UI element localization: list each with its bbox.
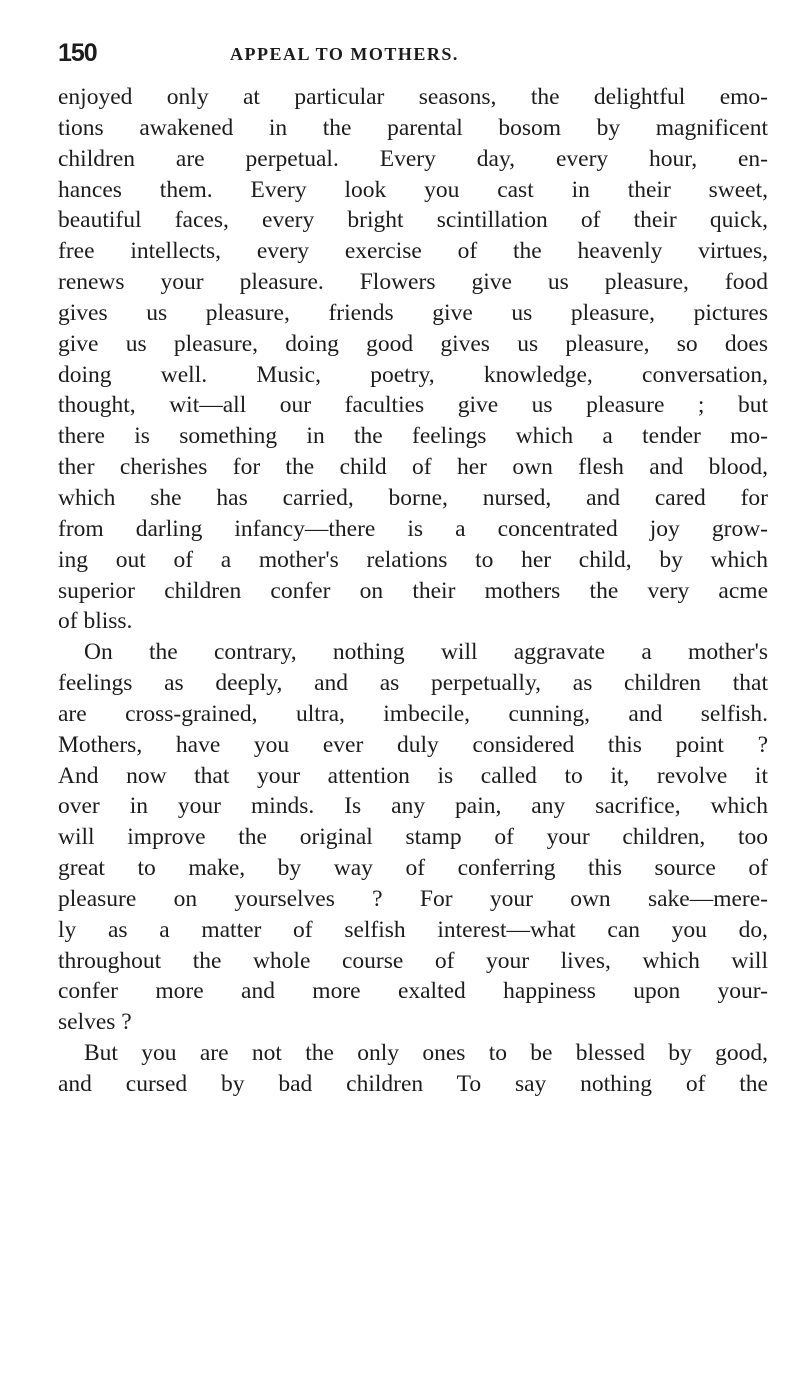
- running-head: APPEAL TO MOTHERS.: [230, 44, 459, 64]
- text-line: superior children confer on their mothers the very acme: [58, 577, 768, 604]
- text-line: And now that your attention is called to it, revolve it: [58, 762, 768, 789]
- text-line: gives us pleasure, friends give us pleasure, pictures: [58, 299, 768, 326]
- text-line: will improve the original stamp of your children, too: [58, 824, 768, 851]
- text-line: feelings as deeply, and as perpetually, as children that: [58, 670, 768, 697]
- text-line: over in your minds. Is any pain, any sacrifice, which: [58, 793, 768, 820]
- text-line: pleasure on yourselves ? For your own sake—mere-: [58, 885, 768, 912]
- text-line: thought, wit—all our faculties give us pleasure ; but: [58, 392, 768, 419]
- text-line: which she has carried, borne, nursed, and cared for: [58, 484, 768, 511]
- text-line: confer more and more exalted happiness upon your-: [58, 978, 768, 1005]
- text-line: ing out of a mother's relations to her child, by which: [58, 546, 768, 573]
- text-line: renews your pleasure. Flowers give us pleasure, food: [58, 269, 768, 296]
- body-text: [58, 82, 768, 1100]
- page-number: 150: [58, 39, 97, 67]
- text-line: Mothers, have you ever duly considered this point ?: [58, 731, 768, 758]
- text-line: ly as a matter of selfish interest—what can you do,: [58, 916, 768, 943]
- text-line: enjoyed only at particular seasons, the delightful emo-: [58, 84, 768, 110]
- text-line: of bliss.: [58, 608, 133, 635]
- text-line: there is something in the feelings which a tender mo-: [58, 423, 768, 450]
- page-header: [58, 38, 758, 68]
- text-line: selves ?: [58, 1009, 132, 1036]
- text-line: give us pleasure, doing good gives us pleasure, so does: [58, 330, 768, 357]
- text-line: hances them. Every look you cast in their sweet,: [58, 176, 768, 203]
- text-line: But you are not the only ones to be blessed by good,: [84, 1040, 768, 1067]
- text-line: throughout the whole course of your lives, which will: [58, 947, 768, 974]
- text-line: ther cherishes for the child of her own flesh and blood,: [58, 454, 768, 481]
- text-line: On the contrary, nothing will aggravate a mother's: [84, 639, 768, 666]
- text-line: free intellects, every exercise of the heavenly virtues,: [58, 238, 768, 265]
- text-line: from darling infancy—there is a concentrated joy grow-: [58, 515, 768, 542]
- text-line: beautiful faces, every bright scintillation of their quick,: [58, 207, 768, 234]
- text-line: great to make, by way of conferring this source of: [58, 855, 768, 882]
- text-line: doing well. Music, poetry, knowledge, conversation,: [58, 361, 768, 388]
- text-line: are cross-grained, ultra, imbecile, cunning, and selfish.: [58, 700, 768, 727]
- text-line: tions awakened in the parental bosom by magnificent: [58, 114, 768, 141]
- text-line: children are perpetual. Every day, every hour, en-: [58, 145, 768, 172]
- text-line: and cursed by bad children To say nothing of the: [58, 1071, 768, 1097]
